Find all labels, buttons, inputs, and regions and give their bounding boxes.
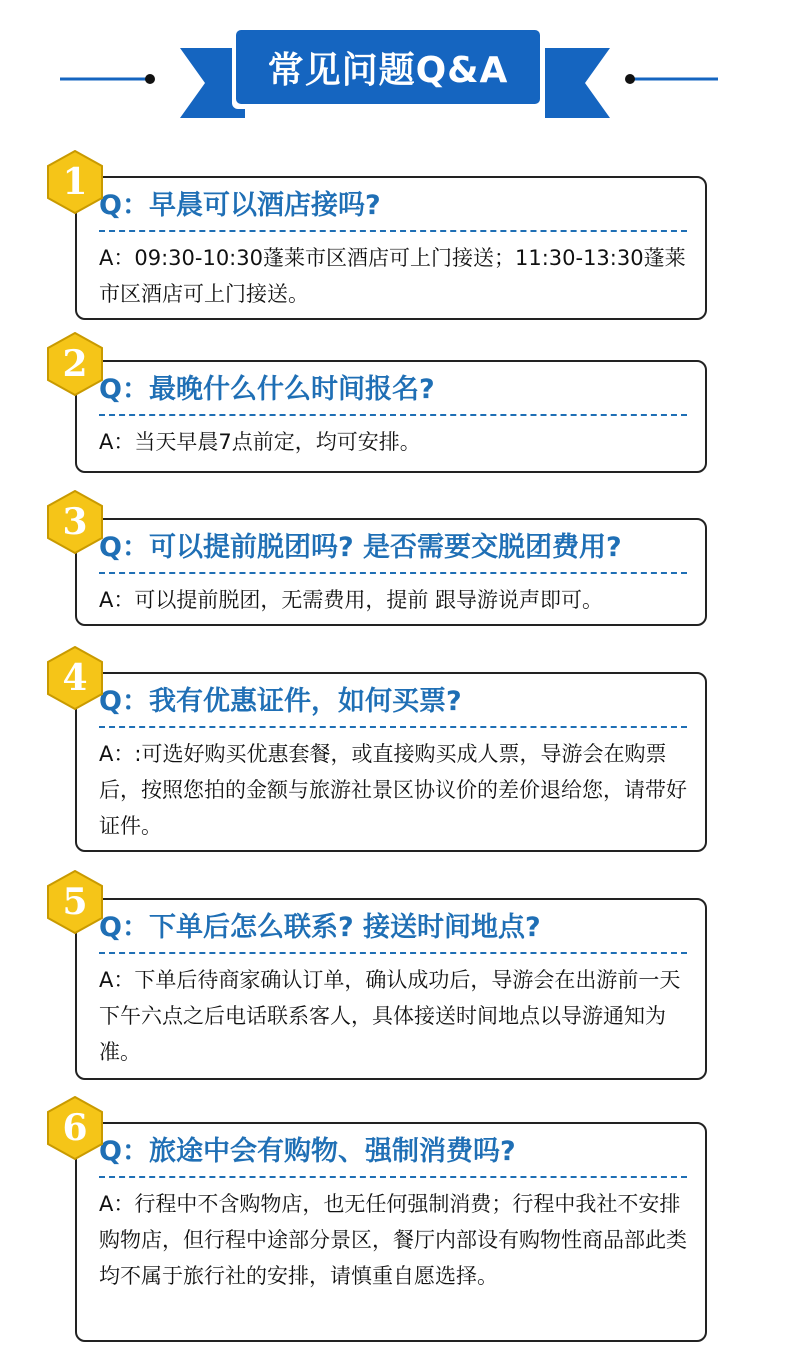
faq-answer: A：09:30-10:30蓬莱市区酒店可上门接送；11:30-13:30蓬莱市区酒店可上门接送。 — [99, 246, 686, 306]
faq-number: 4 — [62, 657, 88, 699]
faq-card — [75, 672, 707, 852]
faq-answer: A：可以提前脱团，无需费用，提前 跟导游说声即可。 — [99, 588, 604, 612]
faq-answer: A：:可选好购买优惠套餐，或直接购买成人票，导游会在购票后，按照您拍的金额与旅游社景区协议价的差价退给您，请带好证件。 — [99, 742, 687, 838]
faq-number: 1 — [62, 161, 88, 203]
faq-question: Q：可以提前脱团吗? 是否需要交脱团费用? — [99, 528, 687, 574]
faq-card — [75, 898, 707, 1080]
faq-card — [75, 518, 707, 626]
faq-number-badge — [46, 490, 104, 554]
faq-question: Q：早晨可以酒店接吗? — [99, 186, 687, 232]
page-title: 常见问题Q&A — [267, 49, 509, 91]
faq-number-badge — [46, 150, 104, 214]
faq-card — [75, 1122, 707, 1342]
faq-number-badge — [46, 870, 104, 934]
faq-question: Q：我有优惠证件，如何买票? — [99, 682, 687, 728]
faq-card — [75, 176, 707, 320]
faq-number: 6 — [62, 1107, 88, 1149]
faq-number-badge — [46, 332, 104, 396]
faq-answer: A：当天早晨7点前定，均可安排。 — [99, 430, 421, 454]
qa-header-banner — [0, 0, 790, 140]
faq-answer: A：行程中不含购物店，也无任何强制消费；行程中我社不安排购物店，但行程中途部分景区，餐厅内部设有购物性商品部此类均不属于旅行社的安排，请慎重自愿选择。 — [99, 1192, 687, 1288]
faq-question: Q：下单后怎么联系? 接送时间地点? — [99, 908, 687, 954]
faq-number-badge — [46, 1096, 104, 1160]
faq-number: 5 — [62, 881, 88, 923]
faq-question: Q：最晚什么什么时间报名? — [99, 370, 687, 416]
faq-number-badge — [46, 646, 104, 710]
faq-question: Q：旅途中会有购物、强制消费吗? — [99, 1132, 687, 1178]
faq-number: 3 — [62, 501, 88, 543]
faq-card — [75, 360, 707, 473]
faq-number: 2 — [62, 343, 88, 385]
faq-answer: A：下单后待商家确认订单，确认成功后，导游会在出游前一天下午六点之后电话联系客人，具体接送时间地点以导游通知为准。 — [99, 968, 681, 1064]
